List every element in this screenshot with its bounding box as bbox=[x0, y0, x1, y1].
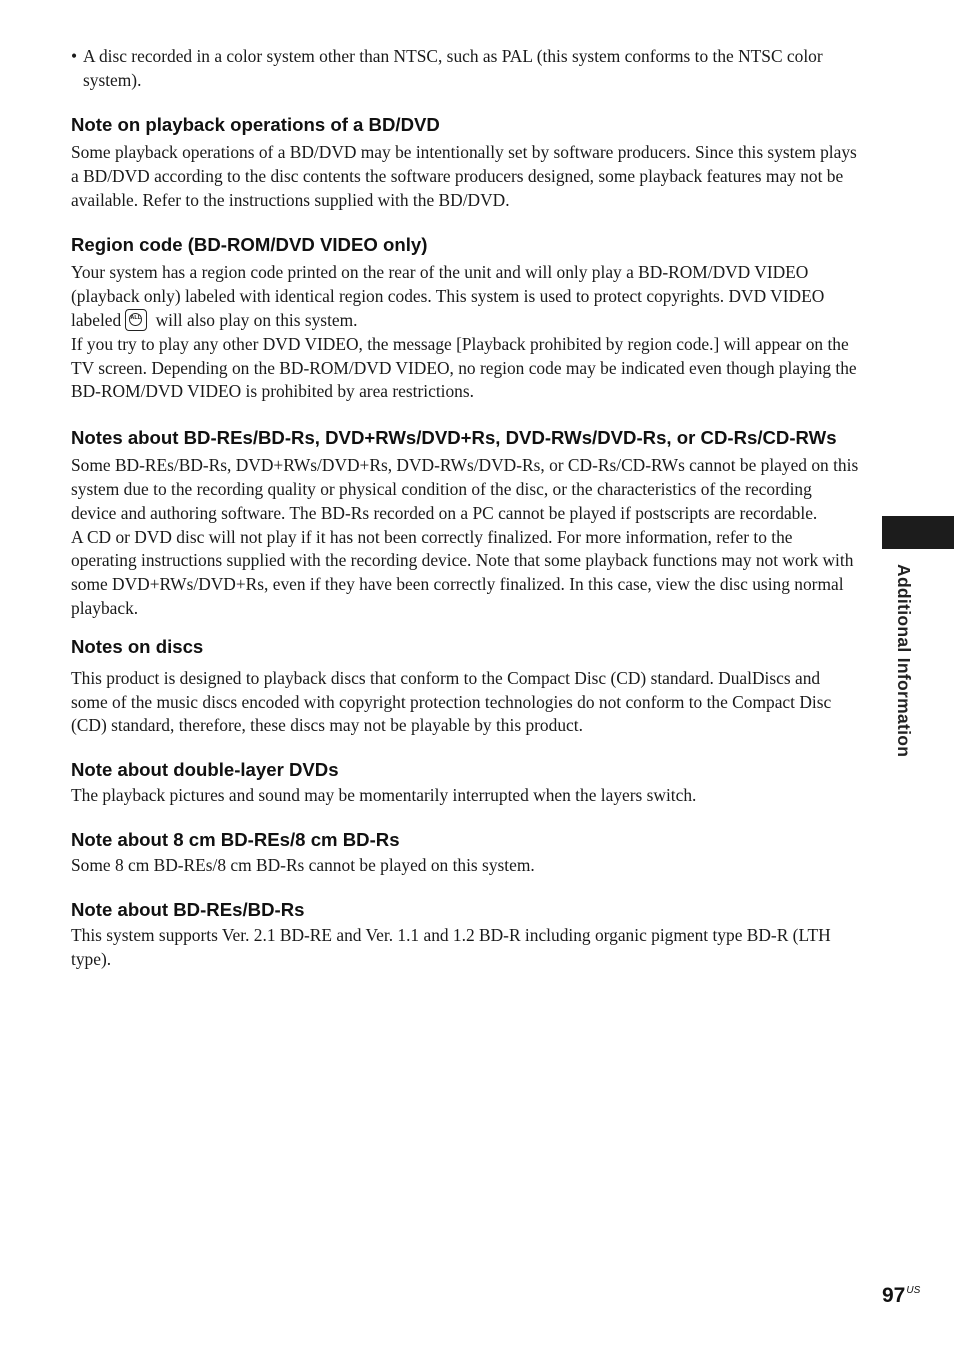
section-heading: Notes on discs bbox=[71, 635, 204, 657]
section-paragraph: If you try to play any other DVD VIDEO, the message [Playback prohibited by region code.] will appear on the TV screen. Depending on the BD-ROM/DVD VIDEO, no region code may be indicated even though playing the BD-ROM/DVD VIDEO is prohibited by area restrictions. bbox=[71, 333, 857, 402]
page-number-suffix: US bbox=[906, 1285, 921, 1296]
section-paragraph: A CD or DVD disc will not play if it has not been correctly finalized. For more information, refer to the operating instructions supplied with the recording device. Note that some playback functions may not work with some DVD+RWs/DVD+Rs, even if they have been correctly finalized. In this case, view the disc using normal playback. bbox=[71, 526, 854, 618]
section-paragraph: The playback pictures and sound may be momentarily interrupted when the layers switch. bbox=[71, 785, 697, 806]
bullet-text: A disc recorded in a color system other than NTSC, such as PAL (this system conforms to the NTSC color system). bbox=[83, 46, 823, 90]
section-paragraph: Some 8 cm BD-REs/8 cm BD-Rs cannot be played on this system. bbox=[71, 854, 535, 875]
side-section-label: Additional Information bbox=[894, 564, 914, 758]
region-text-after-icon: will also play on this system. bbox=[155, 309, 358, 330]
section-paragraph: This product is designed to playback discs that conform to the Compact Disc (CD) standard. DualDiscs and some of the music discs encoded with copyright protection technologies do not conform to the Compact Disc (CD) standard, therefore, these discs may not be playable by this product. bbox=[71, 667, 832, 736]
section-notes-on-discs bbox=[71, 634, 861, 738]
section-heading: Note about 8 cm BD-REs/8 cm BD-Rs bbox=[71, 828, 400, 850]
section-recordable-discs bbox=[71, 425, 861, 621]
section-paragraph bbox=[71, 261, 861, 332]
region-text-before-icon: Your system has a region code printed on the rear of the unit and will only play a BD-ROM/DVD VIDEO (playback only) labeled with identical region codes. This system is used to protect copyrights. DVD VIDEO labeled bbox=[71, 262, 825, 330]
section-double-layer bbox=[71, 757, 861, 808]
page-number-value: 97 bbox=[882, 1284, 906, 1307]
section-region-code bbox=[71, 232, 861, 404]
region-icon-label: ALL bbox=[130, 314, 142, 321]
region-all-globe-icon bbox=[125, 309, 147, 331]
bullet-item bbox=[71, 44, 861, 92]
section-playback-operations bbox=[71, 112, 861, 212]
section-tab-marker bbox=[882, 516, 954, 549]
section-heading: Notes about BD-REs/BD-Rs, DVD+RWs/DVD+Rs, DVD-RWs/DVD-Rs, or CD-Rs/CD-RWs bbox=[71, 427, 837, 449]
section-heading: Note about double-layer DVDs bbox=[71, 759, 339, 781]
section-heading: Note about BD-REs/BD-Rs bbox=[71, 898, 305, 920]
section-heading: Note on playback operations of a BD/DVD bbox=[71, 114, 440, 135]
page-content bbox=[71, 44, 861, 971]
section-8cm-discs bbox=[71, 827, 861, 878]
bullet-symbol: • bbox=[71, 46, 78, 66]
section-bd-re-bd-r bbox=[71, 897, 861, 972]
section-paragraph: Some BD-REs/BD-Rs, DVD+RWs/DVD+Rs, DVD-RWs/DVD-Rs, or CD-Rs/CD-RWs cannot be played on this system due to the recording quality or physical condition of the disc, or the characteristics of the recording device and authoring software. The BD-Rs recorded on a PC cannot be played if postscripts are recordable. bbox=[71, 455, 859, 523]
section-paragraph: This system supports Ver. 2.1 BD-RE and Ver. 1.1 and 1.2 BD-R including organic pigment type BD-R (LTH type). bbox=[71, 924, 831, 969]
section-heading: Region code (BD-ROM/DVD VIDEO only) bbox=[71, 234, 428, 256]
page-number bbox=[882, 1284, 920, 1308]
section-paragraph: Some playback operations of a BD/DVD may be intentionally set by software producers. Since this system plays a BD/DVD according to the disc contents the software producers designed, some playback features may not be available. Refer to the instructions supplied with the BD/DVD. bbox=[71, 142, 857, 210]
